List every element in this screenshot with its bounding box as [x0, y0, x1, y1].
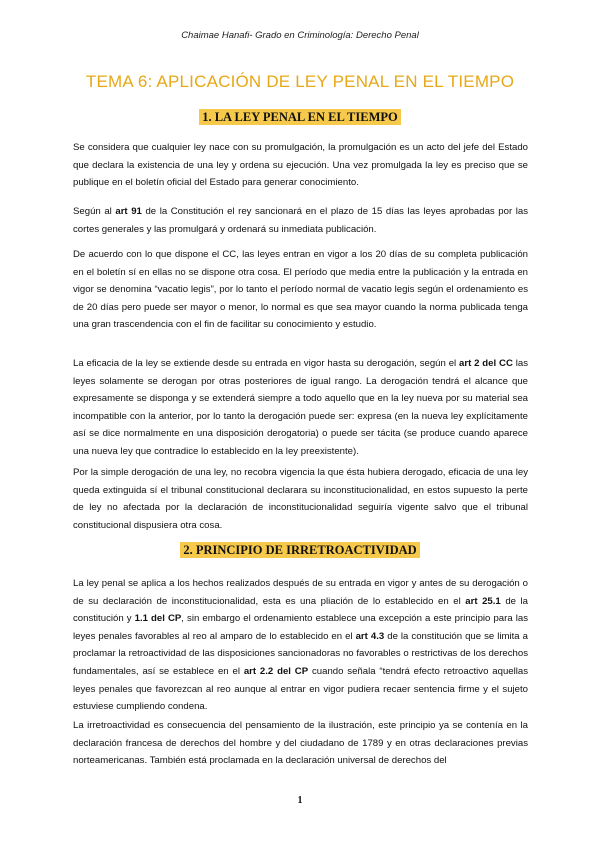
section-2-paragraph-2: La irretroactividad es consecuencia del pensamiento de la ilustración, este principio ya se contenía en la declaración francesa de derechos del hombre y del ciudadano de 1789 y en otras declaraciones previas norteamericanas. También está proclamada en la declaración universal de derechos del	[73, 720, 528, 767]
page-header: Chaimae Hanafi- Grado en Criminología: Derecho Penal	[181, 30, 419, 41]
article-reference: art 4.3	[355, 630, 385, 642]
text-run: La ley penal se aplica a los hechos realizados después de su entrada en vigor y antes de su derogación o de su declaración de inconstitucionalidad, esta es una pliación de lo establecido en el	[73, 578, 528, 607]
text-run: de la Constitución el rey sancionará en el plazo de 15 días las leyes aprobadas por las cortes generales y las promulgará y ordenará su inmediata publicación.	[73, 206, 528, 235]
text-run: las leyes solamente se derogan por otras posteriores de igual rango. La derogación tendrá el alcance que expresamente se disponga y se extenderá siempre a todo aquello que en la ley nueva por su material sea incompatible con la anterior, por lo tanto la derogación puede ser: expresa (en la nueva ley explícitamente así se dice normalmente en una disposición derogatoria) o puede ser tácita (se produce cuando aparece una nueva ley que contradice lo establecido en la ley preexistente).	[73, 358, 528, 457]
article-reference: art 91	[115, 206, 142, 217]
section-1-paragraph-4	[73, 355, 528, 461]
section-2-paragraph-1	[73, 575, 528, 716]
section-1-heading	[0, 110, 600, 125]
text-run: de la constitución que se limita a proclamar la retroactividad de las disposiciones sancionadoras no favorables o restrictivas de los derechos fundamentales, así se establece en el	[73, 630, 528, 677]
text-run: , sin embargo el ordenamiento establece una excepción a este principio para las leyes penales favorables al reo al amparo de lo establecido en el	[73, 613, 528, 642]
text-run: cuando señala “tendrá efecto retroactivo aquellas leyes penales que favorezcan al reo aunque al entrar en vigor pudiera recaer sentencia firme y el sujeto estuviese cumpliendo condena.	[73, 665, 529, 713]
article-reference: 1.1 del CP	[134, 613, 182, 625]
page-number: 1	[297, 795, 303, 806]
section-1-paragraph-3: De acuerdo con lo que dispone el CC, las leyes entran en vigor a los 20 días de su completa publicación en el boletín sí en ellas no se dispone otra cosa. El período que media entre la publicación y la entrada en vigor se denomina “vacatio legis”, por lo tanto el período normal de vacatio legis según el ordenamiento es de 20 días pero puede ser mayor o menor, lo normal es que sea mayor cuando la norma publicada tenga una gran trascendencia con el fin de facilitar su conocimiento y estudio.	[73, 249, 528, 331]
article-reference: art 2 del CC	[459, 358, 513, 369]
section-2-heading	[0, 543, 600, 558]
text-run: La eficacia de la ley se extiende desde su entrada en vigor hasta su derogación, según el	[73, 358, 460, 369]
section-1-paragraph-5: Por la simple derogación de una ley, no recobra vigencia la que ésta hubiera derogado, eficacia de una ley queda extinguida sí el tribunal constitucional declarara su inconstitucionalidad, en estos supuesto la perte de ley no afectada por la declaración de inconstitucionalidad seguiría vigente salvo que el tribunal constitucional dispusiera otra cosa.	[73, 467, 528, 531]
article-reference: art 25.1	[465, 595, 501, 607]
page-title: TEMA 6: APLICACIÓN DE LEY PENAL EN EL TIEMPO	[85, 72, 515, 91]
text-run: Según al	[73, 206, 116, 217]
section-1-paragraph-1: Se considera que cualquier ley nace con su promulgación, la promulgación es un acto del jefe del Estado que declara la existencia de una ley y ordena su ejecución. Una vez promulgada la ley es preciso que se publique en el boletín oficial del Estado para generar conocimiento.	[73, 142, 528, 189]
section-1-heading-text: 1. LA LEY PENAL EN EL TIEMPO	[199, 109, 401, 125]
section-2-heading-text: 2. PRINCIPIO DE IRRETROACTIVIDAD	[180, 542, 419, 558]
text-run: de la constitución y	[73, 595, 529, 625]
article-reference: art 2.2 del CP	[243, 665, 309, 677]
section-1-paragraph-2	[73, 203, 528, 238]
